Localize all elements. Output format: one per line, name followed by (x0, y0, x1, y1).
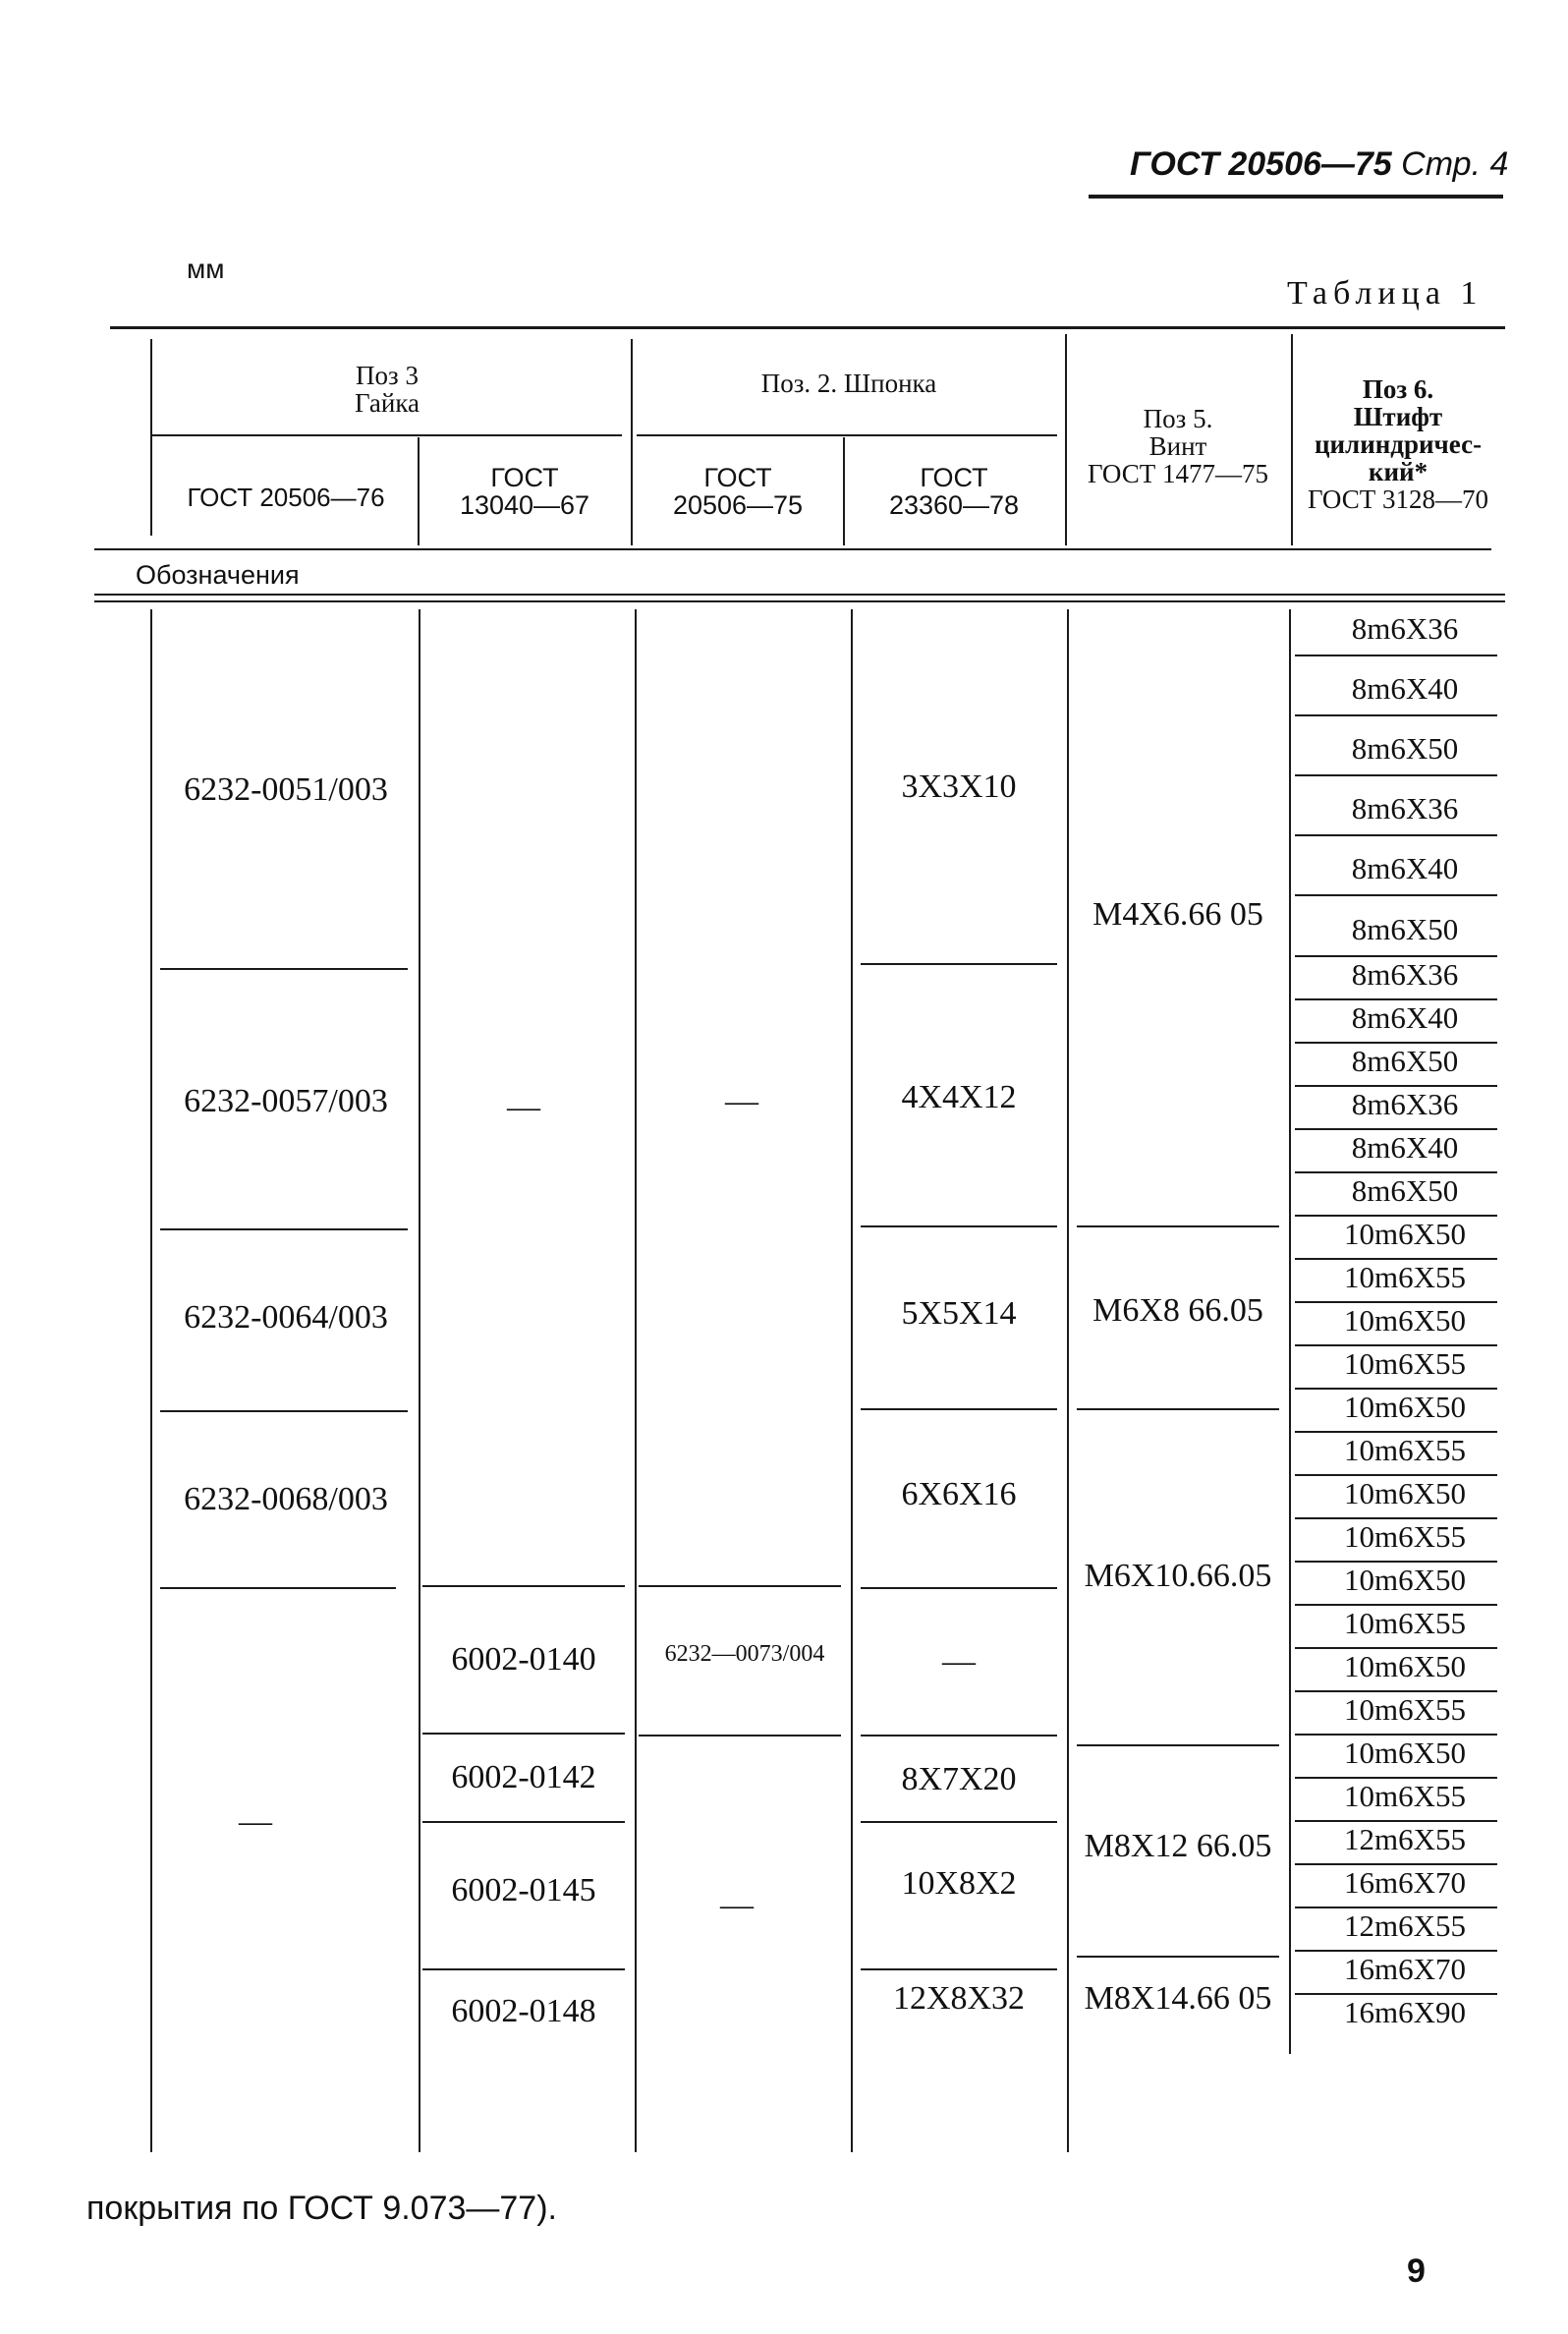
pin-rule-24 (1295, 1734, 1497, 1736)
poz6-line5: ГОСТ 3128—70 (1307, 484, 1489, 514)
c4-sep-2 (861, 1225, 1057, 1227)
header-rule (1089, 195, 1503, 199)
poz3-title (152, 362, 622, 417)
pin-rule-15 (1295, 1344, 1497, 1346)
body-vline-5 (1289, 609, 1291, 2054)
c1-cell-2: 6232-0057/003 (184, 1083, 388, 1119)
header-bottom-rule (94, 548, 1491, 550)
double-rule-a (94, 594, 1505, 596)
c5-sep-1 (1077, 1225, 1279, 1227)
pin-rule-27 (1295, 1863, 1497, 1865)
c1-sep-4 (160, 1587, 396, 1589)
pin-rule-14 (1295, 1301, 1497, 1303)
running-header (1130, 145, 1508, 184)
c4-cell-2: 4Х4Х12 (901, 1079, 1017, 1115)
pin-rule-22 (1295, 1647, 1497, 1649)
body-vline-3 (851, 609, 853, 2152)
c4-cell-3: 5Х5Х14 (901, 1295, 1017, 1332)
c2-cell-4: 6002-0145 (451, 1872, 596, 1908)
pin-rule-13 (1295, 1258, 1497, 1260)
c4-sep-7 (861, 1968, 1057, 1970)
pin-10: 8m6Х36 (1351, 1087, 1459, 1121)
pin-rule-8 (1295, 1042, 1497, 1044)
pin-24: 10m6Х55 (1344, 1692, 1466, 1727)
pin-rule-7 (1295, 998, 1497, 1000)
poz2-gost-b-line1: ГОСТ (920, 463, 988, 492)
c3-sep-2 (639, 1735, 841, 1736)
c4-sep-3 (861, 1408, 1057, 1410)
poz2-gost-a-line2: 20506—75 (672, 490, 804, 520)
pin-16: 10m6Х55 (1344, 1346, 1466, 1381)
pin-rule-16 (1295, 1388, 1497, 1390)
poz2-title-text: Поз. 2. Шпонка (760, 369, 937, 398)
pin-rule-30 (1295, 1993, 1497, 1995)
poz3-gost-b (420, 464, 629, 519)
c1-cell-4: 6232-0068/003 (184, 1481, 388, 1517)
pin-23: 10m6Х50 (1344, 1649, 1466, 1683)
poz5-line1: Поз 5. (1143, 404, 1213, 433)
poz6-line1: Поз 6. (1362, 374, 1434, 404)
c3-sep-1 (639, 1585, 841, 1587)
table-title: Таблица 1 (1287, 275, 1484, 312)
pin-rule-3 (1295, 774, 1497, 776)
pin-5: 8m6Х40 (1351, 851, 1459, 885)
footer-text: покрытия по ГОСТ 9.073—77). (86, 2190, 557, 2227)
c5-cell-1: М4Х6.66 05 (1092, 896, 1263, 933)
poz3-title-text: Поз 3 (356, 361, 419, 390)
c2-sep-2 (422, 1733, 625, 1735)
poz5-line2: Винт (1148, 431, 1207, 461)
c4-cell-4: 6Х6Х16 (901, 1476, 1017, 1512)
pin-14: 10m6Х55 (1344, 1260, 1466, 1294)
pin-26: 10m6Х55 (1344, 1779, 1466, 1813)
c5-sep-4 (1077, 1956, 1279, 1958)
pin-19: 10m6Х50 (1344, 1476, 1466, 1510)
c4-cell-5: — (942, 1643, 976, 1679)
pin-31: 16m6Х90 (1344, 1995, 1466, 2029)
pin-27: 12m6Х55 (1344, 1822, 1466, 1856)
poz6-line2: Штифт (1353, 402, 1443, 431)
gost-number: ГОСТ 20506—75 (1130, 145, 1392, 183)
poz3-gost-b-line1: ГОСТ (490, 463, 559, 492)
poz3-gost-a-text: ГОСТ 20506—76 (187, 483, 385, 512)
pin-rule-23 (1295, 1690, 1497, 1692)
pin-2: 8m6Х40 (1351, 671, 1459, 706)
pin-15: 10m6Х50 (1344, 1303, 1466, 1338)
body-vline-4 (1067, 609, 1069, 2152)
pin-rule-5 (1295, 894, 1497, 896)
c5-sep-2 (1077, 1408, 1279, 1410)
pin-rule-29 (1295, 1950, 1497, 1952)
poz3-gost-a (157, 484, 415, 511)
c1-sep-2 (160, 1228, 408, 1230)
poz6-line3: цилиндричес- (1314, 429, 1483, 459)
table-top-rule (110, 326, 1505, 329)
c4-sep-5 (861, 1735, 1057, 1736)
c4-sep-6 (861, 1821, 1057, 1823)
c3-cell-1: — (725, 1083, 758, 1119)
pin-11: 8m6Х40 (1351, 1130, 1459, 1165)
pin-rule-12 (1295, 1215, 1497, 1217)
c2-cell-1: — (507, 1089, 540, 1125)
pin-20: 10m6Х55 (1344, 1519, 1466, 1554)
designations-label: Обозначения (136, 560, 300, 590)
pin-7: 8m6Х36 (1351, 957, 1459, 992)
pin-25: 10m6Х50 (1344, 1736, 1466, 1770)
c4-cell-1: 3Х3Х10 (901, 769, 1017, 805)
hdr-vline-1 (418, 437, 420, 545)
hdr-vline-2 (631, 339, 633, 545)
poz2-gost-b (845, 464, 1063, 519)
poz2-gost-b-line2: 23360—78 (888, 490, 1020, 520)
pin-4: 8m6Х36 (1351, 791, 1459, 825)
pin-30: 16m6Х70 (1344, 1952, 1466, 1986)
body-vline-0 (150, 609, 152, 2152)
pin-rule-11 (1295, 1171, 1497, 1173)
c2-sep-3 (422, 1821, 625, 1823)
pin-rule-17 (1295, 1431, 1497, 1433)
c2-cell-5: 6002-0148 (451, 1993, 596, 2029)
c4-sep-4 (861, 1587, 1057, 1589)
pin-rule-10 (1295, 1128, 1497, 1130)
c5-cell-2: М6Х8 66.05 (1092, 1292, 1263, 1329)
c4-cell-6: 8Х7Х20 (901, 1761, 1017, 1797)
c5-cell-3: М6Х10.66.05 (1084, 1558, 1272, 1594)
c4-cell-8: 12Х8Х32 (892, 1980, 1026, 2017)
pin-6: 8m6Х50 (1351, 912, 1459, 946)
page-label: Стр. 4 (1401, 145, 1509, 183)
poz2-title (634, 370, 1064, 397)
pin-8: 8m6Х40 (1351, 1000, 1459, 1035)
c2-sep-4 (422, 1968, 625, 1970)
pin-21: 10m6Х50 (1344, 1563, 1466, 1597)
hdr-sub-rule-b (637, 434, 1057, 436)
c1-cell-3: 6232-0064/003 (184, 1299, 388, 1336)
c1-sep-1 (160, 968, 408, 970)
pin-rule-4 (1295, 834, 1497, 836)
unit-label: мм (187, 254, 225, 284)
pin-rule-21 (1295, 1604, 1497, 1606)
pin-28: 16m6Х70 (1344, 1865, 1466, 1900)
pin-rule-1 (1295, 655, 1497, 656)
c4-sep-1 (861, 963, 1057, 965)
hdr-sub-rule-a (152, 434, 622, 436)
poz3-gost-b-line2: 13040—67 (459, 490, 590, 520)
c1-cell-5: — (239, 1803, 272, 1840)
pin-rule-9 (1295, 1085, 1497, 1087)
pin-rule-18 (1295, 1474, 1497, 1476)
c2-cell-2: 6002-0140 (451, 1641, 596, 1678)
pin-13: 10m6Х50 (1344, 1217, 1466, 1251)
page-number: 9 (1407, 2252, 1426, 2290)
pin-9: 8m6Х50 (1351, 1044, 1459, 1078)
pin-rule-25 (1295, 1777, 1497, 1779)
c3-cell-3: — (720, 1887, 754, 1923)
pin-rule-26 (1295, 1820, 1497, 1822)
c1-sep-3 (160, 1410, 408, 1412)
c2-sep-1 (422, 1585, 625, 1587)
pin-3: 8m6Х50 (1351, 731, 1459, 766)
poz3-sub-text: Гайка (354, 388, 420, 418)
poz5-line3: ГОСТ 1477—75 (1087, 459, 1269, 488)
pin-17: 10m6Х50 (1344, 1390, 1466, 1424)
pin-rule-6 (1295, 955, 1497, 957)
pin-rule-20 (1295, 1561, 1497, 1563)
c5-cell-5: М8Х14.66 05 (1084, 1980, 1272, 2017)
pin-rule-28 (1295, 1907, 1497, 1908)
pin-29: 12m6Х55 (1344, 1908, 1466, 1943)
c5-sep-3 (1077, 1744, 1279, 1746)
pin-12: 8m6Х50 (1351, 1173, 1459, 1208)
body-vline-2 (635, 609, 637, 2152)
body-vline-1 (419, 609, 420, 2152)
c1-cell-1: 6232-0051/003 (184, 771, 388, 808)
pin-22: 10m6Х55 (1344, 1606, 1466, 1640)
c2-cell-3: 6002-0142 (451, 1759, 596, 1795)
poz6-header (1293, 375, 1503, 513)
poz2-gost-a (634, 464, 842, 519)
pin-rule-19 (1295, 1517, 1497, 1519)
pin-18: 10m6Х55 (1344, 1433, 1466, 1467)
c3-cell-2: 6232—0073/004 (664, 1641, 825, 1667)
double-rule-b (94, 600, 1505, 602)
poz2-gost-a-line1: ГОСТ (703, 463, 772, 492)
c4-cell-7: 10Х8Х2 (901, 1865, 1017, 1902)
pin-rule-2 (1295, 714, 1497, 716)
pin-1: 8m6Х36 (1351, 611, 1459, 646)
poz5-header (1067, 405, 1289, 487)
poz6-line4: кий* (1368, 457, 1428, 486)
c5-cell-4: М8Х12 66.05 (1084, 1828, 1272, 1864)
